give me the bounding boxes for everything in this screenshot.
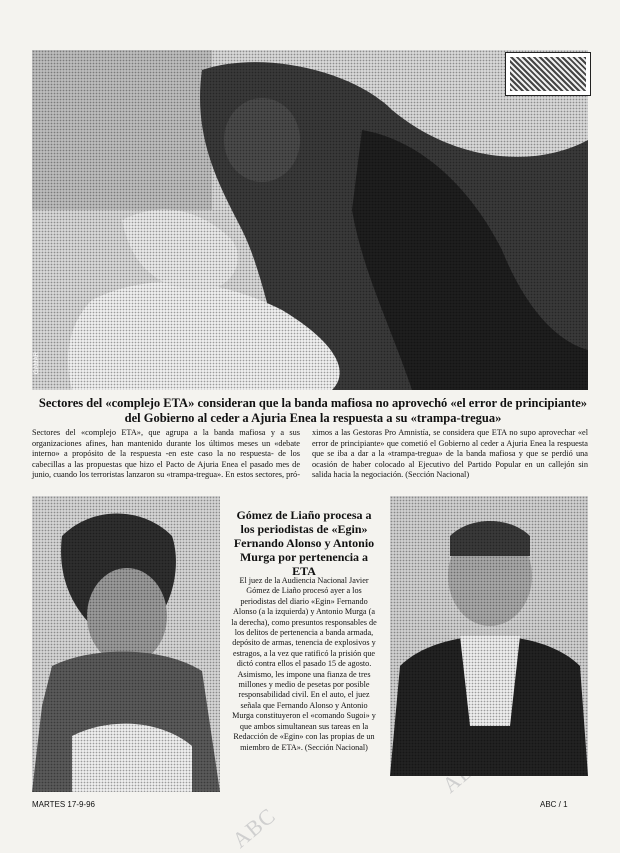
- footer-date: MARTES 17-9-96: [32, 800, 95, 809]
- main-headline: Sectores del «complejo ETA» consideran que la banda mafiosa no aprovechó «el error de principiante» del Gobierno al ceder a Ajuria Enea la respuesta a su «trampa-tregua»: [38, 396, 588, 425]
- main-story-col1: Sectores del «complejo ETA», que agrupa a la banda mafiosa y a sus organizaciones afines, han mantenido durante los últimos meses un «debate interno» a propósito de la respuesta -en este caso la no respuesta- de los cabecillas a las propuestas que hizo el Pacto de Ajuria Enea el pasado mes de junio, cuando los terroristas lanzaron su «trampa-tregua». En estos sectores, pró-: [32, 428, 300, 480]
- watermark-abc: ABC: [227, 802, 281, 853]
- section-badge: [505, 52, 591, 96]
- side-story-body: El juez de la Audiencia Nacional Javier Gómez de Liaño procesó ayer a los periodistas del diario «Egin» Fernando Alonso (a la izquierda) y Antonio Murga (a la derecha), como presuntos responsables de los delitos de pertenencia a banda armada, depósito de armas, tenencia de explosivos y estragos, a la vez que ratificó la prisión que dictó contra ellos el pasado 15 de agosto. Asimismo, les impone una fianza de tres millones y medio de pesetas por posible responsabilidad civil. En el auto, el juez señala que Fernando Alonso y Antonio Murga constituyeron el «comando Sugoi» y que ambos simultanean sus tareas en la Redacción de «Egin» con las propias de un miembro de ETA». (Sección Nacional): [231, 576, 377, 752]
- photo-credit: GAMAR: [34, 351, 41, 375]
- photo-antonio-murga: [390, 496, 588, 776]
- main-photo: [32, 50, 588, 390]
- footer-page: ABC / 1: [540, 800, 568, 809]
- photo-fernando-alonso: [32, 496, 220, 792]
- main-story-col2: ximos a las Gestoras Pro Amnistía, se considera que ETA no supo aprovechar «el error de principiante» que cometió el Gobierno al ceder a Ajuria Enea la respuesta que se iba a dar a la «trampa-tregua» de la banda mafiosa y que se perdió una ocasión de haber colocado al Ejecutivo del Partido Popular en un callejón sin salida hacia la negociación. (Sección Nacional): [312, 428, 588, 480]
- side-headline: Gómez de Liaño procesa a los periodistas de «Egin» Fernando Alonso y Antonio Murga por pertenencia a ETA: [233, 508, 375, 578]
